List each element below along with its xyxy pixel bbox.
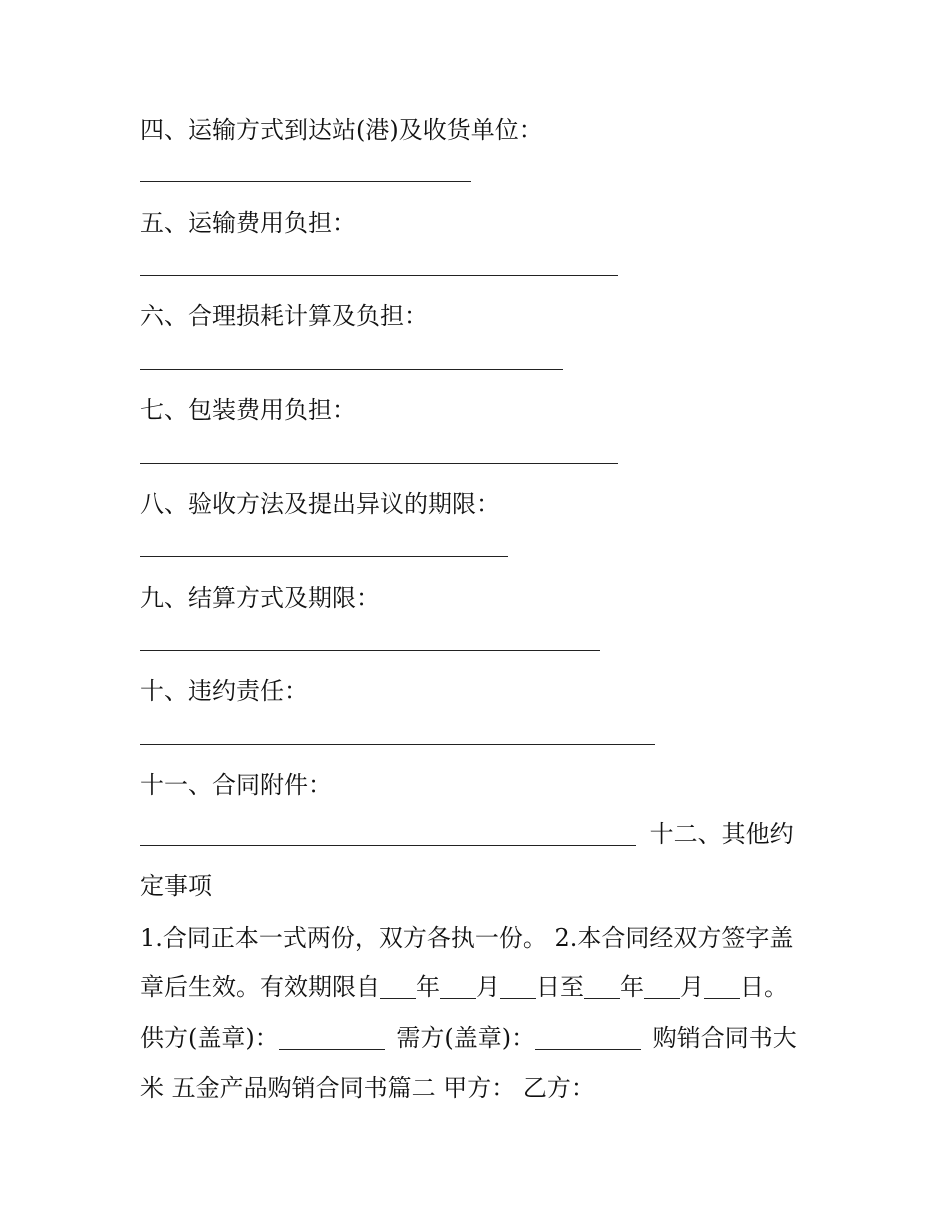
- end-year-blank: [584, 976, 620, 999]
- month-label-2: 月: [680, 973, 704, 1001]
- section-11-heading: 十一、合同附件：: [140, 771, 332, 799]
- year-label-2: 年: [620, 973, 644, 1001]
- end-day-blank: [704, 976, 740, 999]
- section-10-heading: 十、违约责任：: [140, 677, 308, 705]
- section-12-heading-a: 十二、其他约: [649, 820, 794, 848]
- section-10-blank: [140, 744, 655, 745]
- buyer-blank: [535, 1027, 641, 1050]
- section-7-blank: [140, 463, 618, 464]
- validity-line: [140, 971, 788, 1003]
- section-8-blank: [140, 556, 508, 557]
- section-7-heading: 七、包装费用负担：: [140, 396, 356, 424]
- section-5-blank: [140, 275, 618, 276]
- section-6-heading: 六、合理损耗计算及负担：: [140, 302, 428, 330]
- section-9-heading: 九、结算方式及期限：: [140, 584, 380, 612]
- year-label: 年: [416, 973, 440, 1001]
- supplier-label: 供方(盖章)：: [140, 1024, 279, 1052]
- validity-text: 章后生效。有效期限自: [140, 973, 380, 1001]
- section-4-heading: 四、运输方式到达站(港)及收货单位：: [140, 116, 543, 144]
- section-6-blank: [140, 369, 563, 370]
- title-tail-b: 米 五金产品购销合同书篇二 甲方： 乙方：: [140, 1074, 595, 1102]
- section-4-blank: [140, 181, 471, 182]
- signature-line: [140, 1022, 797, 1054]
- month-label: 月: [476, 973, 500, 1001]
- clause-1: 1.合同正本一式两份，双方各执一份。 2.本合同经双方签字盖: [140, 924, 794, 952]
- title-tail-a: 购销合同书大: [652, 1024, 797, 1052]
- section-11-line: [140, 818, 794, 850]
- section-8-heading: 八、验收方法及提出异议的期限：: [140, 490, 500, 518]
- section-11-blank: [140, 823, 636, 846]
- end-label: 日。: [740, 973, 788, 1001]
- to-label: 日至: [536, 973, 584, 1001]
- end-month-blank: [644, 976, 680, 999]
- supplier-blank: [279, 1027, 385, 1050]
- section-5-heading: 五、运输费用负担：: [140, 209, 356, 237]
- start-day-blank: [500, 976, 536, 999]
- buyer-label: 需方(盖章)：: [396, 1024, 536, 1052]
- start-month-blank: [440, 976, 476, 999]
- start-year-blank: [380, 976, 416, 999]
- section-12-heading-b: 定事项: [140, 872, 212, 900]
- section-9-blank: [140, 650, 600, 651]
